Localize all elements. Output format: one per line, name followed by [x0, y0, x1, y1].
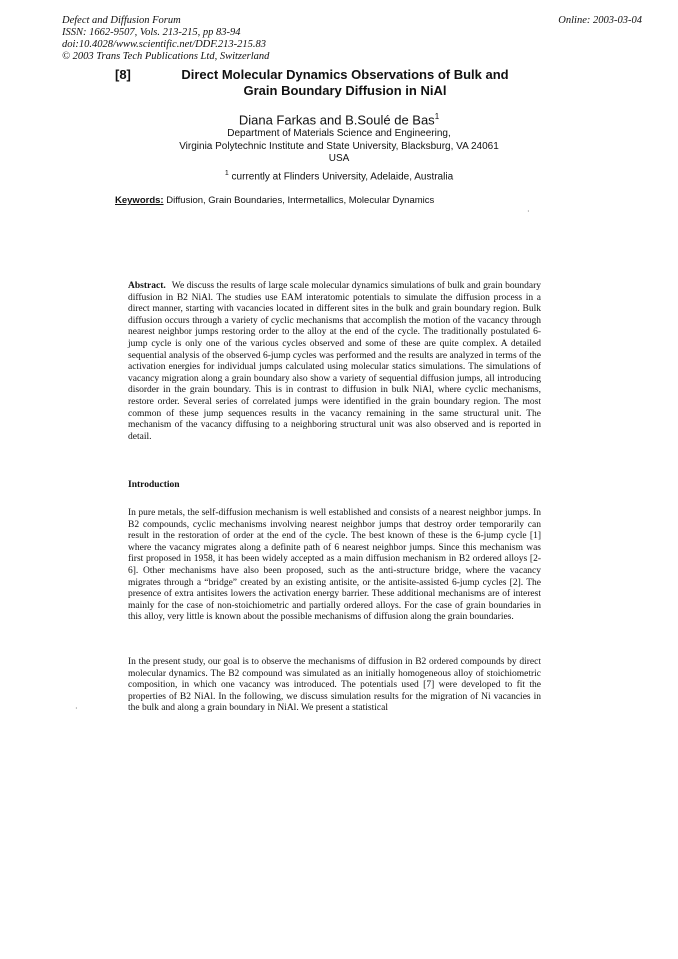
- abstract-label: Abstract.: [128, 281, 166, 291]
- introduction-paragraph-1: In pure metals, the self-diffusion mechanism is well established and consists of a nearest neighbor jumps. In B2 compounds, cyclic mechanisms involving nearest neighbor jumps that destroy order temporarily can result in the restoration of order at the end of the cycle. The best known of these is the 6-jump cycle [1] where the vacancy migrates along a definite path of 6 nearest neighbor jumps. Since this mechanism was first proposed in 1958, it has been widely accepted as a main diffusion mechanism in B2 ordered alloys [2-6]. Other mechanisms have also been proposed, such as the anti-structure bridge, where the vacancy migrates through a “bridge” created by an existing antisite, or the antisite-assisted 6-jump cycles [2]. The presence of extra antisites lowers the activation energy barrier. These additional mechanisms are of interest mainly for the case of non-stoichiometric and partially ordered alloys. For the case of grain boundaries in this alloy, very little is known about the possible mechanisms of diffusion along the grain boundaries.: [128, 508, 541, 623]
- stray-mark: ·: [527, 207, 530, 216]
- margin-mark: ·: [75, 704, 78, 713]
- online-date: Online: 2003-03-04: [558, 15, 642, 26]
- author-names: Diana Farkas and B.Soulé de Bas: [238, 112, 435, 128]
- journal-header: [62, 15, 269, 63]
- journal-name: Defect and Diffusion Forum: [62, 15, 181, 26]
- affiliation-line-2: Virginia Polytechnic Institute and State University, Blacksburg, VA 24061: [179, 140, 499, 152]
- footnote-text: currently at Flinders University, Adelaide, Australia: [231, 171, 454, 183]
- title-line-2: Grain Boundary Diffusion in NiAl: [243, 83, 447, 98]
- affiliation-line-1: Department of Materials Science and Engineering,: [227, 128, 451, 139]
- paper-number: [8]: [115, 67, 131, 82]
- title-line-1: Direct Molecular Dynamics Observations of Bulk and: [181, 67, 509, 82]
- abstract-text: We discuss the results of large scale molecular dynamics simulations of bulk and grain boundary diffusion in B2 NiAl. The studies use EAM interatomic potentials to simulate the diffusion process in a direct manner, starting with vacancies located in different sites in the bulk and grain boundary region. Bulk diffusion occurs through a variety of cyclic mechanisms that accomplish the motion of the vacancy through nearest neighbor jumps restoring order to the alloy at the end of the cycle. The traditionally postulated 6-jump cycle is only one of the various cycles observed and some of these are quite complex. A detailed sequential analysis of the observed 6-jump cycles was performed and the results are analyzed in terms of the activation energies for individual jumps calculated using molecular statics simulations. The simulations of vacancy migration along a grain boundary also show a variety of sequential diffusion jumps, all introducing disorder in the grain boundary. This is in contrast to diffusion in bulk NiAl, where cyclic mechanisms, restore order. Several series of correlated jumps were identified in the grain boundary region. The most common of these jump sequences results in the vacancy remaining in the same structural unit. The mechanism of the vacancy diffusing to a neighboring structural unit was also observed and is reported in detail.: [128, 281, 541, 442]
- footnote-mark: 1: [224, 170, 229, 177]
- abstract: [128, 281, 541, 443]
- keywords-list: Diffusion, Grain Boundaries, Intermetallics, Molecular Dynamics: [166, 195, 435, 206]
- paper-title: [150, 67, 540, 99]
- keywords: [115, 195, 434, 206]
- introduction-paragraph-2: In the present study, our goal is to observe the mechanisms of diffusion in B2 ordered compounds by direct molecular dynamics. The B2 compound was simulated as an initially homogeneous alloy of stoichiometric composition, in which one vacancy was introduced. The potentials used [7] were developed to fit the properties of B2 NiAl. In the following, we discuss simulation results for the migration of Ni vacancies in the bulk and along a grain boundary in NiAl. We present a statistical: [128, 657, 541, 714]
- journal-copyright: © 2003 Trans Tech Publications Ltd, Switzerland: [62, 51, 270, 62]
- introduction-heading: Introduction: [128, 480, 180, 490]
- journal-issn: ISSN: 1662-9507, Vols. 213-215, pp 83-94: [62, 27, 241, 38]
- journal-doi[interactable]: doi:10.4028/www.scientific.net/DDF.213-215.83: [62, 39, 267, 50]
- affiliation: [0, 128, 678, 166]
- paper-authors: [0, 112, 678, 127]
- author-footnote-mark: 1: [434, 112, 440, 121]
- keywords-label: Keywords:: [115, 195, 164, 206]
- affiliation-line-3: USA: [328, 153, 350, 164]
- author-footnote: [0, 170, 678, 182]
